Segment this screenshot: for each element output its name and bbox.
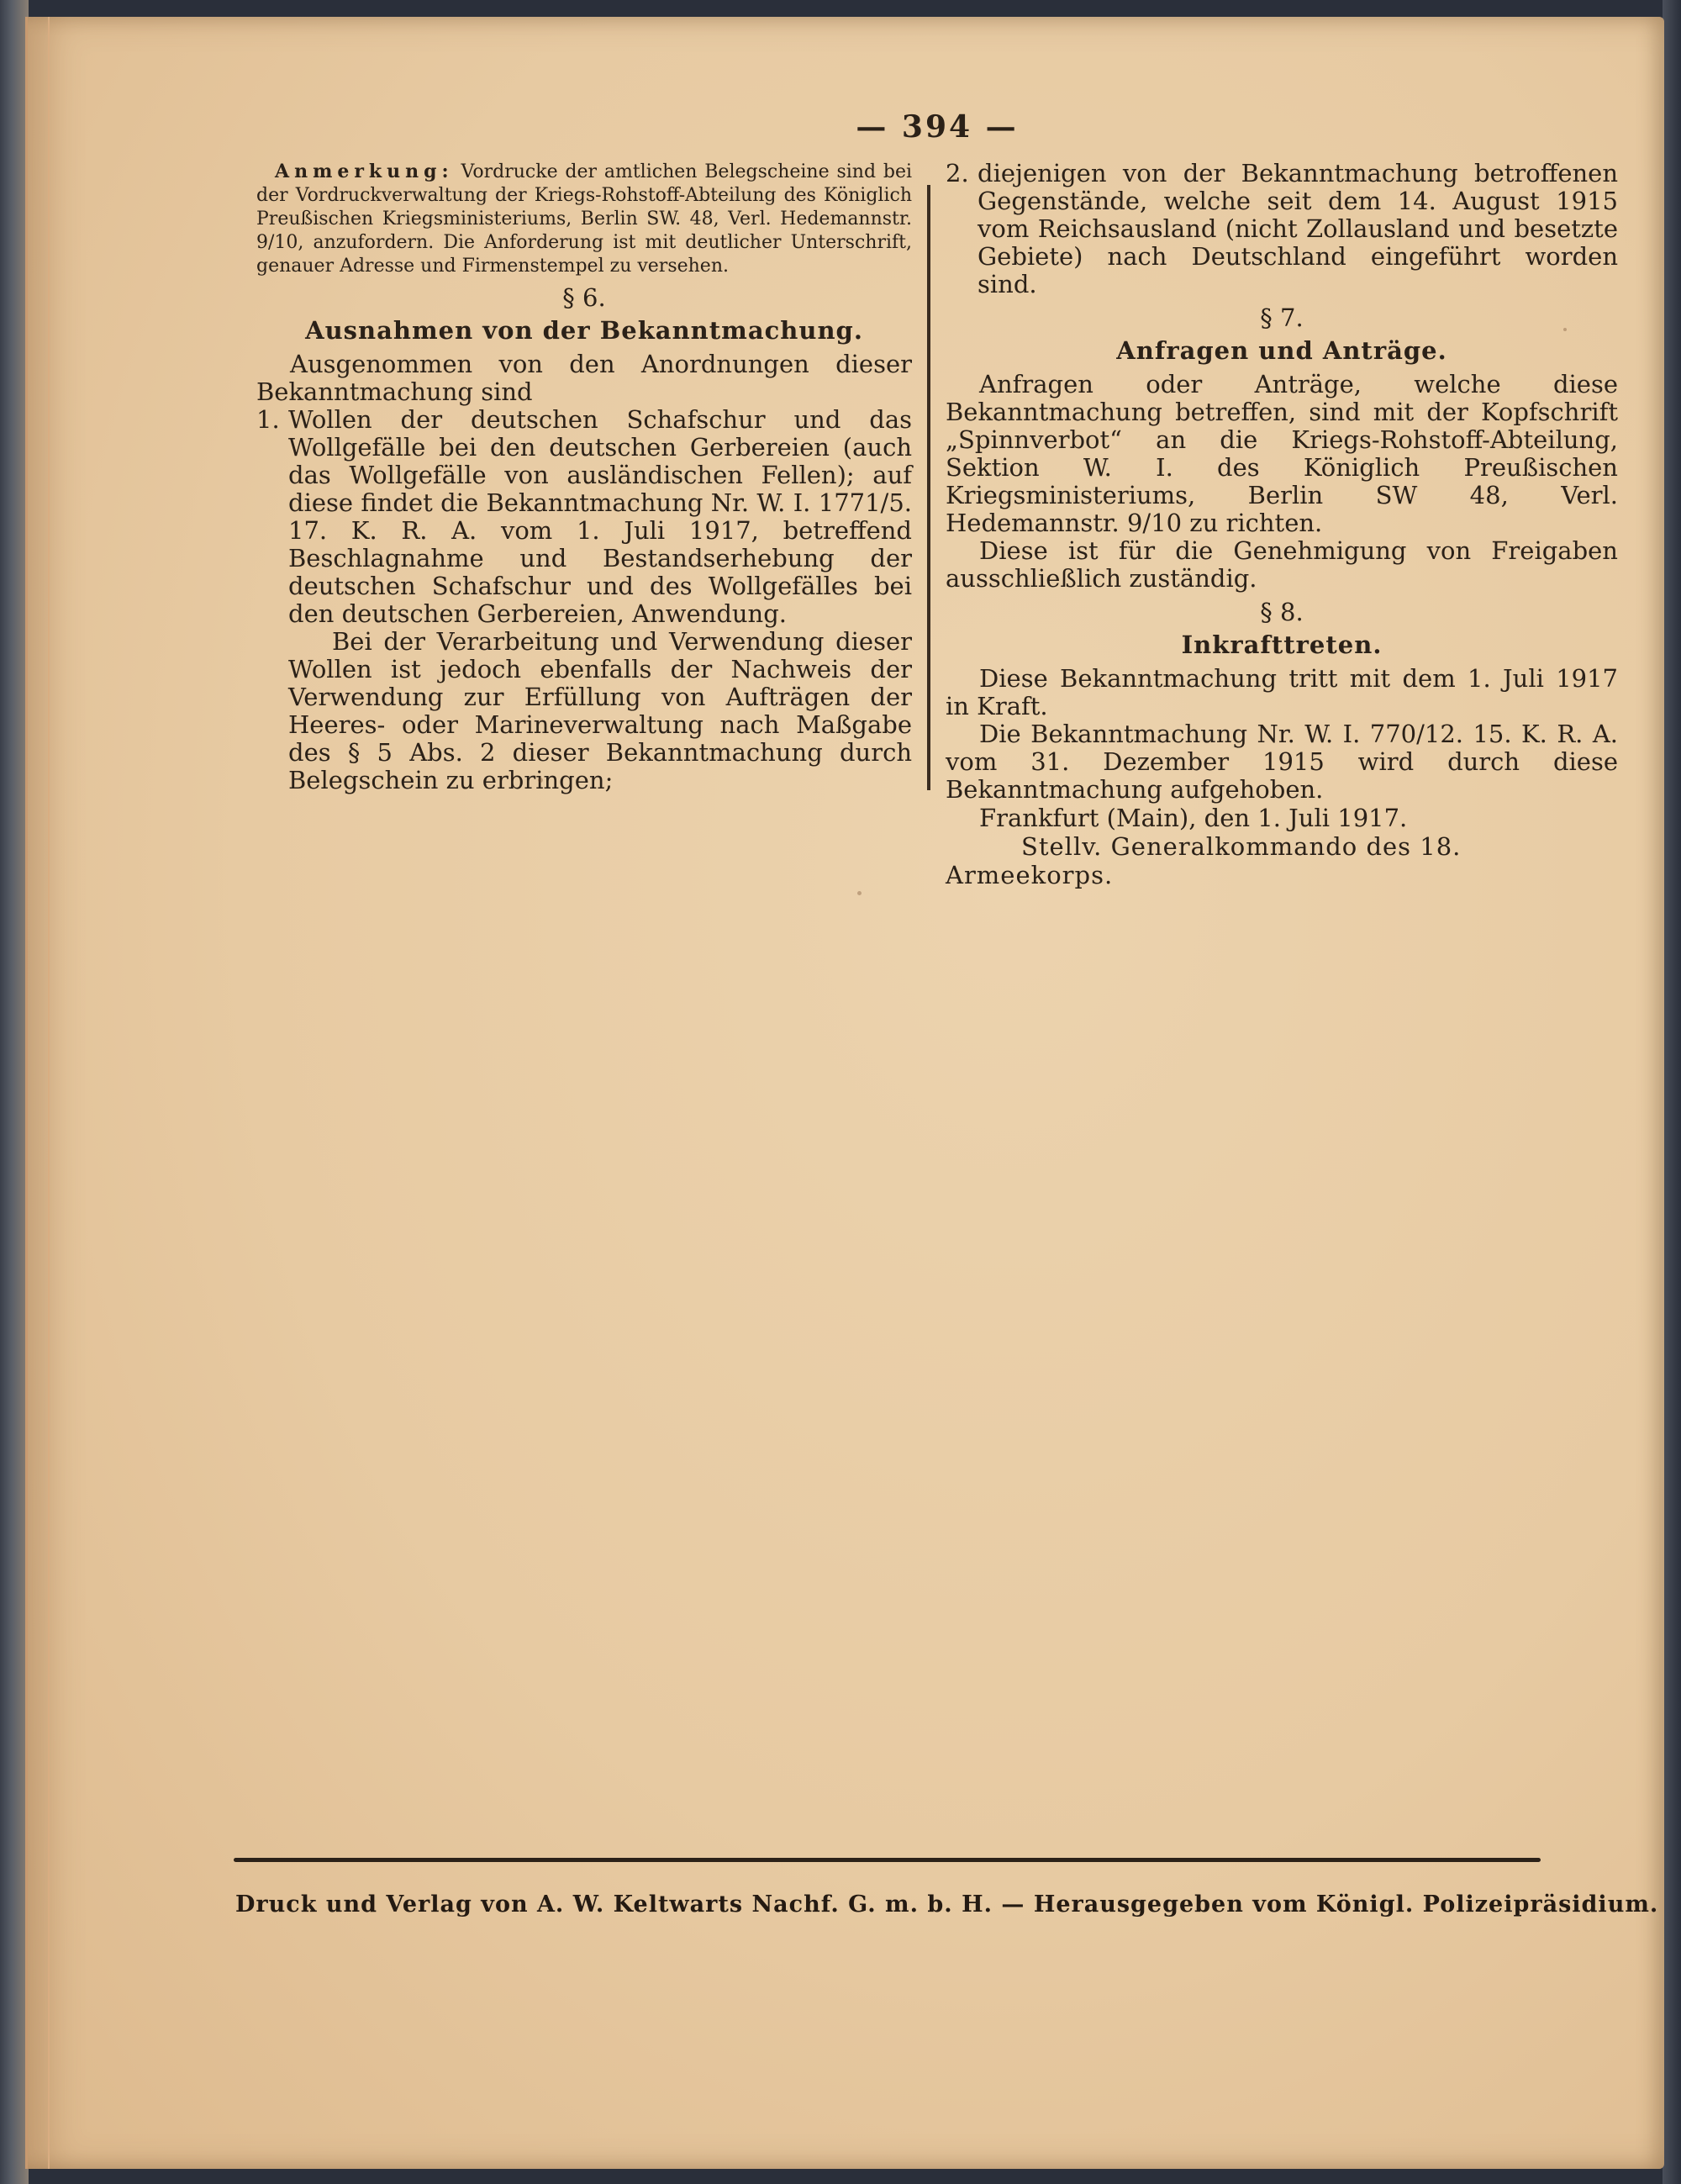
section-7-sign: § 7.: [1260, 303, 1304, 332]
footnote-lead: Anmerkung:: [275, 161, 454, 182]
footer-rule: [234, 1858, 1541, 1862]
exception-item-2-text: diejenigen von der Bekanntmachung betroffenen Gegenstände, welche seit dem 14. August 1915 vom Reichsausland (nicht Zollausland und besetzte Gebiete) nach Deutschland eingeführt worden sind.: [978, 159, 1618, 298]
paper-spot: [1563, 328, 1567, 331]
exception-item-2-number: 2.: [946, 159, 969, 187]
issuer-signature: Stellv. Generalkommando des 18. Armeekorps.: [946, 832, 1462, 889]
book-cover-edge: [1663, 0, 1681, 2184]
right-column: [946, 160, 1618, 889]
exception-item-1: [256, 406, 912, 628]
printer-imprint: Druck und Verlag von A. W. Keltwarts Nachf. G. m. b. H. — Herausgegeben vom Königl. Polizeipräsidium.: [235, 1891, 1659, 1918]
left-column: [256, 160, 912, 794]
section-8-paragraph-2: Die Bekanntmachung Nr. W. I. 770/12. 15. K. R. A. vom 31. Dezember 1915 wird durch diese Bekanntmachung aufgehoben.: [946, 720, 1618, 804]
book-binding: [0, 0, 29, 2184]
section-6-heading: Ausnahmen von der Bekanntmachung.: [305, 316, 863, 345]
section-8-heading: Inkrafttreten.: [1181, 630, 1383, 659]
section-8-paragraph-1: Diese Bekanntmachung tritt mit dem 1. Juli 1917 in Kraft.: [946, 664, 1618, 720]
section-7-paragraph-1: Anfragen oder Anträge, welche diese Bekanntmachung betreffen, sind mit der Kopfschrift „Spinnverbot“ an die Kriegs-Rohstoff-Abteilung, Sektion W. I. des Königlich Preußischen Kriegsministeriums, Berlin SW 48, Verl. Hedemannstr. 9/10 zu richten.: [946, 370, 1618, 537]
section-7-heading: Anfragen und Anträge.: [1116, 336, 1447, 365]
section-6-intro: Ausgenommen von den Anordnungen dieser Bekanntmachung sind: [256, 350, 912, 406]
page-number: — 394 —: [856, 109, 1019, 145]
column-divider: [927, 185, 930, 790]
exception-item-1-number: 1.: [256, 405, 280, 434]
footnote-remark: [256, 160, 912, 278]
exception-item-1-subparagraph: Bei der Verarbeitung und Verwendung dieser Wollen ist jedoch ebenfalls der Nachweis der Verwendung zur Erfüllung von Aufträgen der Heeres- oder Marineverwaltung nach Maßgabe des § 5 Abs. 2 dieser Bekanntmachung durch Belegschein zu erbringen;: [288, 627, 912, 794]
exception-item-1-text: Wollen der deutschen Schafschur und das Wollgefälle bei den deutschen Gerbereien (auch das Wollgefälle von ausländischen Fellen); auf diese findet die Bekanntmachung Nr. W. I. 1771/5. 17. K. R. A. vom 1. Juli 1917, betreffend Beschlagnahme und Bestandserhebung der deutschen Schafschur und des Wollgefälles bei den deutschen Gerbereien, Anwendung.: [288, 405, 912, 628]
paper-spot: [538, 778, 543, 783]
paper-spot: [857, 891, 862, 895]
footnote-text: Vordrucke der amtlichen Belegscheine sind bei der Vordruckverwaltung der Kriegs-Rohstoff-Abteilung des Königlich Preußischen Kriegsministeriums, Berlin SW. 48, Verl. Hedemannstr. 9/10, anzufordern. Die Anforderung ist mit deutlicher Unterschrift, genauer Adresse und Firmenstempel zu versehen.: [256, 161, 912, 277]
section-8-sign: § 8.: [1260, 598, 1304, 626]
place-and-date: Frankfurt (Main), den 1. Juli 1917.: [979, 804, 1408, 832]
section-6-sign: § 6.: [562, 283, 606, 312]
exception-item-2: [946, 160, 1618, 298]
section-7-paragraph-2: Diese ist für die Genehmigung von Freigaben ausschließlich zuständig.: [946, 536, 1618, 593]
page-stack-edges: [25, 17, 50, 2169]
